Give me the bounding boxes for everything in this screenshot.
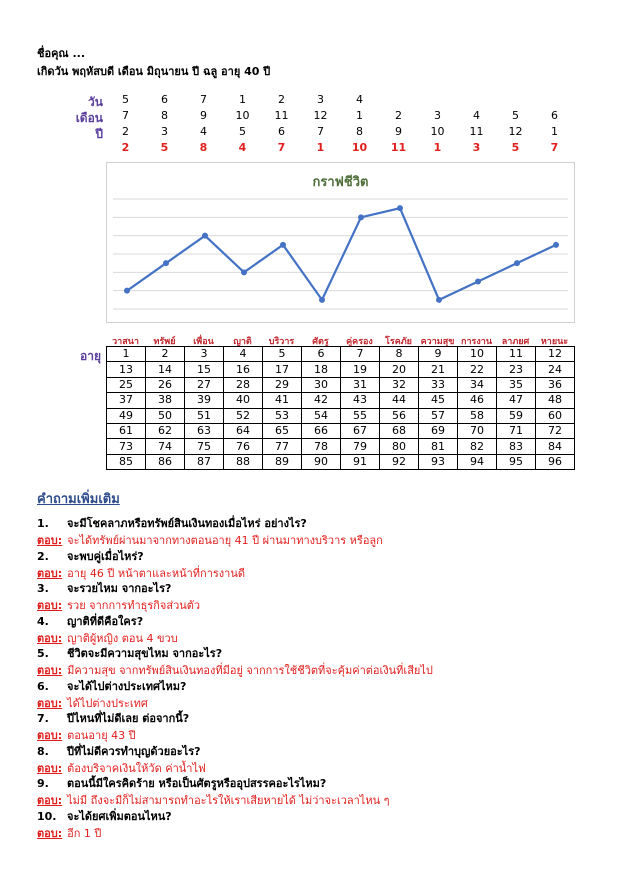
age-cell: 30 bbox=[302, 377, 341, 392]
age-cell: 81 bbox=[419, 439, 458, 454]
month-cell: 11 bbox=[274, 109, 289, 122]
sum-cell: 3 bbox=[472, 141, 481, 154]
age-cell: 36 bbox=[536, 377, 575, 392]
age-cell: 65 bbox=[263, 423, 302, 438]
age-cell: 5 bbox=[263, 347, 302, 362]
qa-title: คำถามเพิ่มเติม bbox=[37, 492, 120, 507]
chart-point bbox=[514, 260, 520, 266]
age-cell: 19 bbox=[341, 362, 380, 377]
day-cell: 4 bbox=[356, 93, 363, 106]
age-cell: 28 bbox=[224, 377, 263, 392]
age-cell: 46 bbox=[458, 393, 497, 408]
month-cell: 2 bbox=[395, 109, 402, 122]
answer-label: ตอบ: bbox=[37, 534, 63, 547]
age-cell: 58 bbox=[458, 408, 497, 423]
year-cell: 5 bbox=[239, 125, 246, 138]
answer-text: ญาติผู้หญิง ตอน 4 ขวบ bbox=[67, 631, 178, 645]
year-row-label: ปี bbox=[95, 127, 103, 141]
age-cell: 88 bbox=[224, 454, 263, 469]
age-cell: 85 bbox=[107, 454, 146, 469]
table-row bbox=[107, 439, 575, 454]
chart-point bbox=[436, 297, 442, 303]
age-cell: 69 bbox=[419, 423, 458, 438]
chart-category-label: ความสุข bbox=[420, 337, 455, 347]
year-cell: 7 bbox=[317, 125, 324, 138]
age-cell: 38 bbox=[146, 393, 185, 408]
answer-text: ได้ไปต่างประเทศ bbox=[67, 696, 148, 710]
month-cell: 10 bbox=[235, 109, 250, 122]
question bbox=[37, 742, 201, 760]
question-number: 10. bbox=[37, 809, 57, 823]
age-cell: 90 bbox=[302, 454, 341, 469]
age-cell: 4 bbox=[224, 347, 263, 362]
question bbox=[37, 677, 186, 695]
answer-text: ตอนอายุ 43 ปี bbox=[67, 729, 136, 742]
answer-text: มีความสุข จากทรัพย์สินเงินทองที่มีอยู่ จากการใช้ชีวิตที่จะคุ้มค่าต่อเงินที่เสียไป bbox=[67, 664, 433, 677]
birth-line: เกิดวัน พฤหัสบดี เดือน มิถุนายน ปี ฉลู อายุ 40 ปี bbox=[37, 65, 271, 78]
answer-label: ตอบ: bbox=[37, 826, 63, 840]
age-cell: 62 bbox=[146, 423, 185, 438]
year-cell: 3 bbox=[161, 125, 168, 138]
chart-point bbox=[241, 269, 247, 275]
age-cell: 40 bbox=[224, 393, 263, 408]
age-cell: 16 bbox=[224, 362, 263, 377]
age-cell: 78 bbox=[302, 439, 341, 454]
answer-label: ตอบ: bbox=[37, 761, 63, 775]
day-cell: 5 bbox=[122, 93, 129, 106]
month-cell: 6 bbox=[551, 109, 558, 122]
age-cell: 71 bbox=[497, 423, 536, 438]
answer-label: ตอบ: bbox=[37, 696, 63, 710]
age-cell: 91 bbox=[341, 454, 380, 469]
age-cell: 18 bbox=[302, 362, 341, 377]
age-cell: 43 bbox=[341, 393, 380, 408]
sum-cell: 4 bbox=[238, 141, 247, 154]
sum-cell: 8 bbox=[199, 141, 208, 154]
age-table bbox=[106, 346, 575, 470]
age-cell: 70 bbox=[458, 423, 497, 438]
age-cell: 52 bbox=[224, 408, 263, 423]
age-cell: 39 bbox=[185, 393, 224, 408]
age-cell: 17 bbox=[263, 362, 302, 377]
age-cell: 68 bbox=[380, 423, 419, 438]
age-cell: 31 bbox=[341, 377, 380, 392]
age-cell: 75 bbox=[185, 439, 224, 454]
age-cell: 23 bbox=[497, 362, 536, 377]
answer-label: ตอบ: bbox=[37, 599, 63, 612]
age-cell: 11 bbox=[497, 347, 536, 362]
day-cell: 6 bbox=[161, 93, 168, 106]
month-row-label: เดือน bbox=[75, 111, 103, 125]
chart-category-label: วาสนา bbox=[112, 337, 139, 347]
answer-label: ตอบ: bbox=[37, 664, 63, 677]
age-cell: 86 bbox=[146, 454, 185, 469]
year-cell: 11 bbox=[469, 125, 484, 138]
chart-plot bbox=[107, 163, 574, 322]
answer-label: ตอบ: bbox=[37, 794, 63, 807]
question-number: 2. bbox=[37, 549, 49, 563]
chart-category-label: ทรัพย์ bbox=[153, 337, 176, 347]
age-cell: 66 bbox=[302, 423, 341, 438]
question-number: 9. bbox=[37, 777, 49, 790]
question bbox=[37, 579, 171, 597]
table-row bbox=[107, 347, 575, 362]
age-cell: 82 bbox=[458, 439, 497, 454]
question-text: ปีที่ไม่ดีควรทำบุญด้วยอะไร? bbox=[67, 744, 201, 758]
age-cell: 63 bbox=[185, 423, 224, 438]
question-number: 6. bbox=[37, 679, 49, 693]
age-cell: 21 bbox=[419, 362, 458, 377]
table-row bbox=[107, 362, 575, 377]
year-cell: 12 bbox=[508, 125, 523, 138]
age-cell: 79 bbox=[341, 439, 380, 454]
chart-point bbox=[319, 297, 325, 303]
month-cell: 12 bbox=[313, 109, 328, 122]
age-cell: 2 bbox=[146, 347, 185, 362]
day-cell: 3 bbox=[317, 93, 324, 106]
question-number: 8. bbox=[37, 744, 49, 758]
year-cell: 6 bbox=[278, 125, 285, 138]
age-cell: 34 bbox=[458, 377, 497, 392]
chart-point bbox=[553, 242, 559, 248]
sum-cell: 7 bbox=[277, 141, 286, 154]
chart-category-label: ญาติ bbox=[233, 337, 252, 347]
age-cell: 51 bbox=[185, 408, 224, 423]
chart-category-label: ลาภยศ bbox=[501, 337, 530, 347]
age-cell: 27 bbox=[185, 377, 224, 392]
question-number: 5. bbox=[37, 647, 49, 660]
chart-category-label: การงาน bbox=[461, 337, 492, 347]
question bbox=[37, 514, 307, 532]
month-cell: 5 bbox=[512, 109, 519, 122]
question-number: 1. bbox=[37, 517, 49, 530]
month-cell: 8 bbox=[161, 109, 168, 122]
day-cell: 7 bbox=[200, 93, 207, 106]
age-cell: 24 bbox=[536, 362, 575, 377]
month-cell: 9 bbox=[200, 109, 207, 122]
age-cell: 72 bbox=[536, 423, 575, 438]
age-cell: 74 bbox=[146, 439, 185, 454]
year-cell: 1 bbox=[551, 125, 558, 138]
age-cell: 93 bbox=[419, 454, 458, 469]
year-cell: 10 bbox=[430, 125, 445, 138]
age-cell: 49 bbox=[107, 408, 146, 423]
age-cell: 73 bbox=[107, 439, 146, 454]
question-number: 3. bbox=[37, 582, 49, 595]
age-cell: 33 bbox=[419, 377, 458, 392]
age-cell: 94 bbox=[458, 454, 497, 469]
question-text: ชีวิตจะมีความสุขไหม จากอะไร? bbox=[67, 647, 223, 660]
age-cell: 96 bbox=[536, 454, 575, 469]
age-cell: 20 bbox=[380, 362, 419, 377]
question-text: ตอนนี้มีใครคิดร้าย หรือเป็นศัตรูหรืออุปสรรคอะไรไหม? bbox=[67, 777, 327, 790]
chart-category-label: หายนะ bbox=[540, 337, 569, 347]
question-text: จะมีโชคลาภหรือทรัพย์สินเงินทองเมื่อไหร่ อย่างไร? bbox=[67, 517, 307, 530]
age-cell: 22 bbox=[458, 362, 497, 377]
age-cell: 10 bbox=[458, 347, 497, 362]
year-cell: 2 bbox=[122, 125, 129, 138]
age-cell: 15 bbox=[185, 362, 224, 377]
age-cell: 42 bbox=[302, 393, 341, 408]
age-cell: 37 bbox=[107, 393, 146, 408]
age-cell: 44 bbox=[380, 393, 419, 408]
age-cell: 41 bbox=[263, 393, 302, 408]
table-row bbox=[107, 454, 575, 469]
chart-point bbox=[280, 242, 286, 248]
answer-label: ตอบ: bbox=[37, 631, 63, 645]
answer-text: ไม่มี ถึงจะมีก็ไม่สามารถทำอะไรให้เราเสียหายได้ ไม่ว่าจะเวลาไหน ๆ bbox=[67, 794, 390, 807]
chart-title: กราฟชีวิต bbox=[312, 175, 369, 190]
day-cell: 2 bbox=[278, 93, 285, 106]
sum-cell: 5 bbox=[511, 141, 520, 154]
age-cell: 76 bbox=[224, 439, 263, 454]
sum-cell: 7 bbox=[550, 141, 559, 154]
sum-cell: 5 bbox=[160, 141, 169, 154]
age-cell: 26 bbox=[146, 377, 185, 392]
age-cell: 61 bbox=[107, 423, 146, 438]
chart-point bbox=[475, 279, 481, 285]
age-cell: 67 bbox=[341, 423, 380, 438]
age-cell: 60 bbox=[536, 408, 575, 423]
month-cell: 1 bbox=[356, 109, 363, 122]
question-text: ปีไหนที่ไม่ดีเลย ต่อจากนี้? bbox=[67, 712, 190, 725]
age-cell: 9 bbox=[419, 347, 458, 362]
age-cell: 45 bbox=[419, 393, 458, 408]
question bbox=[37, 644, 222, 662]
month-cell: 7 bbox=[122, 109, 129, 122]
age-cell: 55 bbox=[341, 408, 380, 423]
age-cell: 32 bbox=[380, 377, 419, 392]
age-cell: 25 bbox=[107, 377, 146, 392]
age-cell: 35 bbox=[497, 377, 536, 392]
age-cell: 54 bbox=[302, 408, 341, 423]
sum-cell: 1 bbox=[316, 141, 325, 154]
age-cell: 83 bbox=[497, 439, 536, 454]
chart-point bbox=[202, 233, 208, 239]
table-row bbox=[107, 408, 575, 423]
chart-category-label: บริวาร bbox=[268, 337, 295, 347]
answer-text: จะได้ทรัพย์ผ่านมาจากทางตอนอายุ 41 ปี ผ่านมาทางบริวาร หรือลูก bbox=[67, 534, 383, 547]
year-cell: 4 bbox=[200, 125, 207, 138]
question bbox=[37, 807, 172, 825]
age-cell: 89 bbox=[263, 454, 302, 469]
age-cell: 87 bbox=[185, 454, 224, 469]
day-cell: 1 bbox=[239, 93, 246, 106]
age-cell: 77 bbox=[263, 439, 302, 454]
question-text: จะรวยไหม จากอะไร? bbox=[67, 582, 172, 595]
question bbox=[37, 612, 143, 630]
age-cell: 48 bbox=[536, 393, 575, 408]
day-row-label: วัน bbox=[88, 95, 103, 109]
month-cell: 4 bbox=[473, 109, 480, 122]
chart-point bbox=[163, 260, 169, 266]
chart-point bbox=[124, 288, 130, 294]
age-cell: 1 bbox=[107, 347, 146, 362]
answer-label: ตอบ: bbox=[37, 729, 63, 742]
name-line: ชื่อคุณ ... bbox=[37, 47, 86, 60]
year-cell: 9 bbox=[395, 125, 402, 138]
answer-label: ตอบ: bbox=[37, 566, 63, 580]
question-text: จะได้ไปต่างประเทศไหม? bbox=[67, 679, 187, 693]
sum-cell: 10 bbox=[351, 141, 368, 154]
age-cell: 8 bbox=[380, 347, 419, 362]
question-number: 4. bbox=[37, 614, 49, 628]
age-cell: 14 bbox=[146, 362, 185, 377]
question bbox=[37, 547, 144, 565]
question-number: 7. bbox=[37, 712, 49, 725]
table-row bbox=[107, 423, 575, 438]
age-cell: 56 bbox=[380, 408, 419, 423]
answer-text: อายุ 46 ปี หน้าตาและหน้าที่การงานดี bbox=[67, 566, 245, 580]
age-cell: 47 bbox=[497, 393, 536, 408]
question bbox=[37, 709, 189, 727]
year-cell: 8 bbox=[356, 125, 363, 138]
question bbox=[37, 774, 326, 792]
sum-cell: 11 bbox=[390, 141, 407, 154]
age-cell: 92 bbox=[380, 454, 419, 469]
age-cell: 50 bbox=[146, 408, 185, 423]
age-cell: 29 bbox=[263, 377, 302, 392]
chart-category-label: คู่ครอง bbox=[346, 337, 373, 347]
answer-text: อีก 1 ปี bbox=[67, 826, 102, 840]
age-cell: 84 bbox=[536, 439, 575, 454]
life-chart bbox=[106, 162, 575, 323]
age-cell: 13 bbox=[107, 362, 146, 377]
age-cell: 80 bbox=[380, 439, 419, 454]
chart-category-label: เพื่อน bbox=[193, 337, 214, 347]
age-label: อายุ bbox=[80, 349, 101, 363]
sum-cell: 1 bbox=[433, 141, 442, 154]
answer bbox=[37, 824, 101, 842]
age-cell: 95 bbox=[497, 454, 536, 469]
age-cell: 7 bbox=[341, 347, 380, 362]
chart-category-label: โรคภัย bbox=[385, 337, 412, 347]
question-text: จะได้ยศเพิ่มตอนไหน? bbox=[67, 809, 172, 823]
table-row bbox=[107, 393, 575, 408]
age-cell: 3 bbox=[185, 347, 224, 362]
table-row bbox=[107, 377, 575, 392]
age-cell: 59 bbox=[497, 408, 536, 423]
age-cell: 57 bbox=[419, 408, 458, 423]
sum-cell: 2 bbox=[121, 141, 130, 154]
answer-text: รวย จากการทำธุรกิจส่วนตัว bbox=[67, 599, 201, 612]
chart-point bbox=[397, 205, 403, 211]
age-cell: 53 bbox=[263, 408, 302, 423]
month-cell: 3 bbox=[434, 109, 441, 122]
chart-point bbox=[358, 214, 364, 220]
age-cell: 12 bbox=[536, 347, 575, 362]
age-cell: 6 bbox=[302, 347, 341, 362]
answer-text: ต้องบริจาคเงินให้วัด ค่าน้ำไฟ bbox=[67, 761, 206, 775]
question-text: ญาติที่ดีคือใคร? bbox=[67, 614, 144, 628]
chart-category-label: ศัตรู bbox=[312, 337, 329, 347]
question-text: จะพบคู่เมื่อไหร่? bbox=[67, 549, 144, 563]
age-cell: 64 bbox=[224, 423, 263, 438]
